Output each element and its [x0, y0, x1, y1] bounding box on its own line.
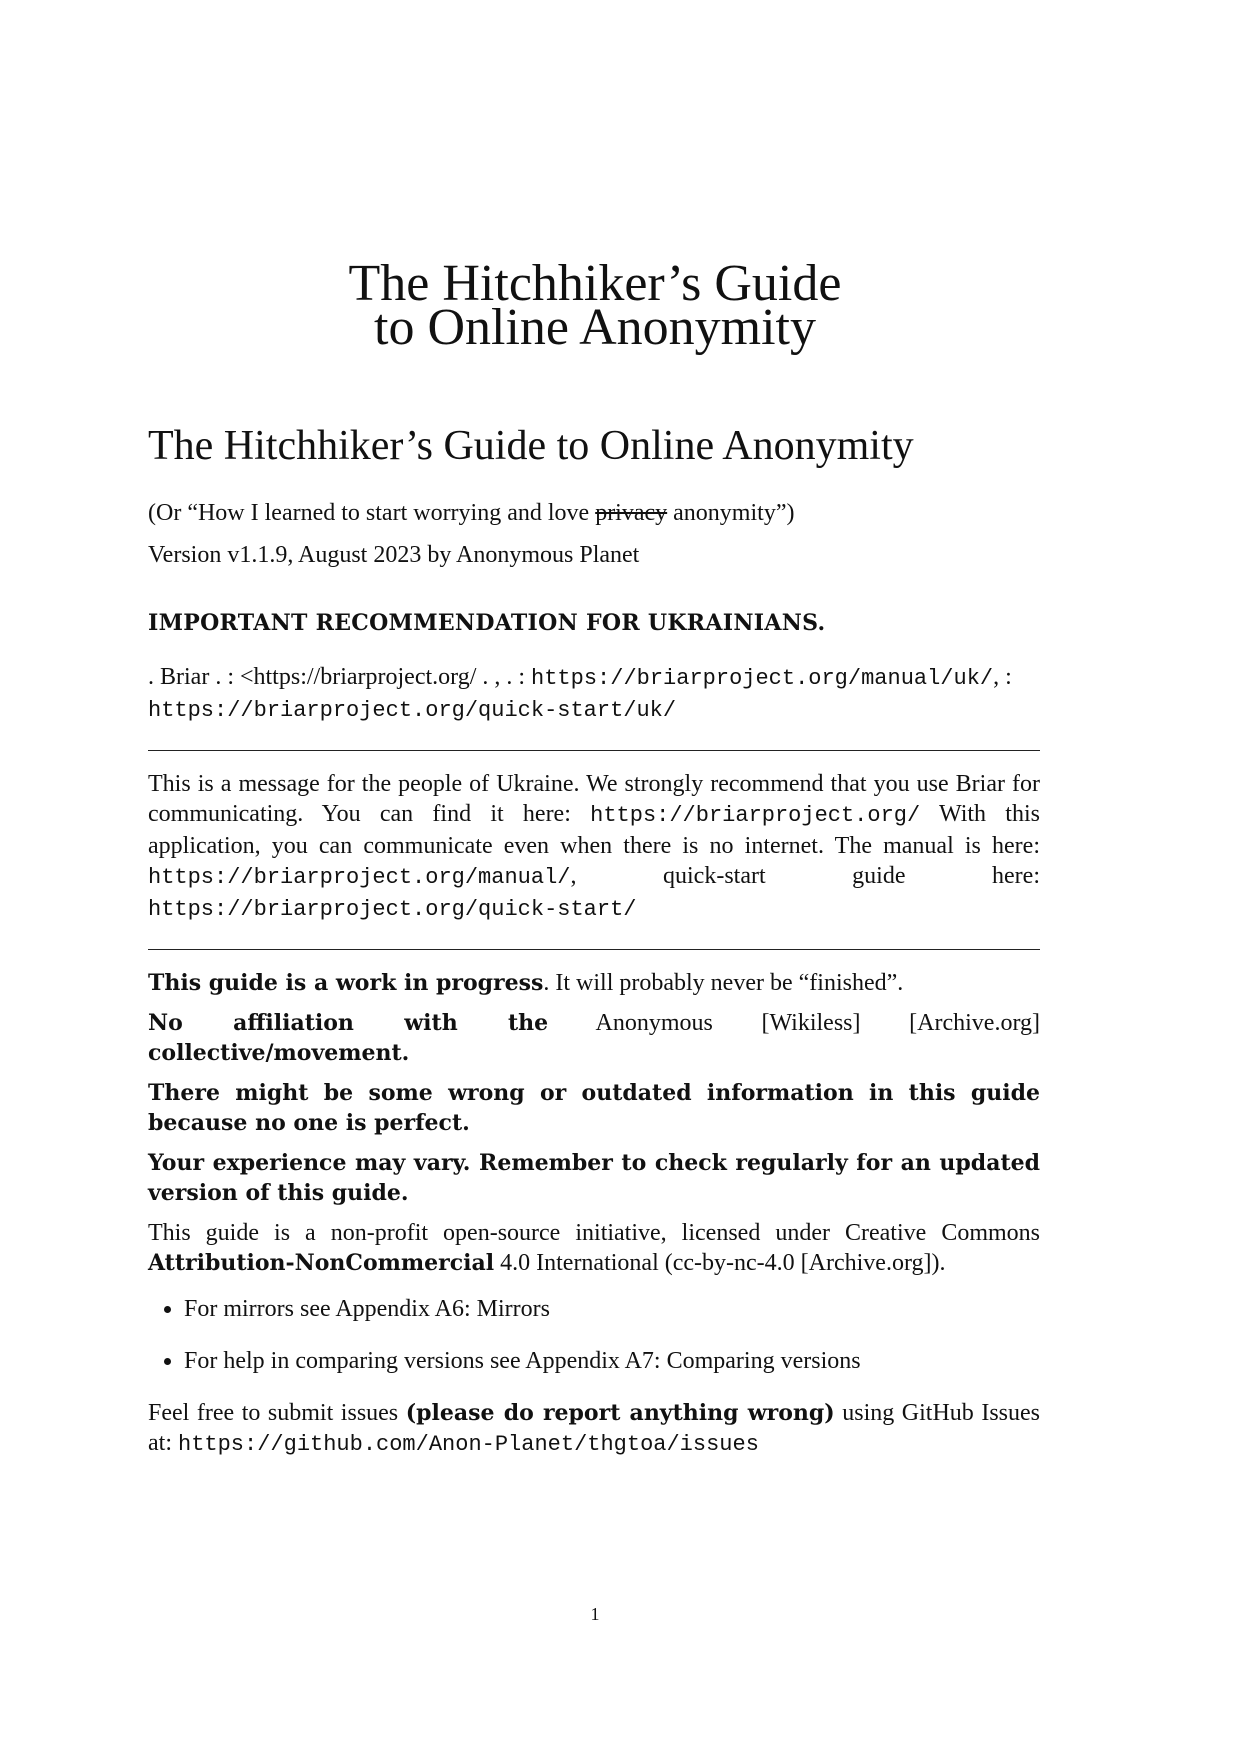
wip-rest: . It will probably never be “finished”.: [543, 970, 904, 996]
divider-1: [148, 750, 1040, 751]
en-msg-2: With this application, you can communicate even when there is no internet. The manual is here:: [148, 801, 1040, 859]
page-number: 1: [590, 1604, 600, 1624]
issues-pre: Feel free to submit issues: [148, 1400, 406, 1426]
en-msg-1: This is a message for the people of Ukraine. We strongly recommend that you use Briar for communicating. You can find it here:: [148, 771, 1040, 827]
wrong-info-note: There might be some wrong or outdated information in this guide because no one is perfect.: [148, 1080, 1040, 1136]
license-note: [148, 1218, 1040, 1278]
issues-note: [148, 1398, 1040, 1460]
title-line-1: The Hitchhiker’s Guide: [348, 255, 842, 312]
affil-mid: Anonymous [Wikiless] [Archive.org]: [548, 1010, 1040, 1036]
divider-2: [148, 949, 1040, 950]
quickstart-link[interactable]: https://briarproject.org/quick-start/: [148, 897, 637, 922]
subtitle: [148, 498, 1040, 528]
list-item: • For mirrors see Appendix A6: Mirrors: [184, 1294, 1040, 1324]
issues-mid: using GitHub Issues at:: [148, 1400, 1040, 1456]
list-item: • For help in comparing versions see Appendix A7: Comparing versions: [184, 1346, 1040, 1376]
appendix-list: [148, 1294, 1040, 1376]
subtitle-strike: privacy: [595, 500, 668, 526]
wip-bold: This guide is a work in progress: [148, 970, 544, 996]
issues-link[interactable]: https://github.com/Anon-Planet/thgtoa/issues: [178, 1432, 759, 1457]
work-in-progress: [148, 968, 1040, 998]
ua-text-1: . Briar . : <https://briarproject.org/ . , . :: [148, 664, 532, 690]
cc-pre: This guide is a non-profit open-source initiative, licensed under Creative Commons: [148, 1220, 1040, 1246]
ua-quickstart-link[interactable]: https://briarproject.org/quick-start/uk/: [148, 698, 677, 723]
experience-note: Your experience may vary. Remember to check regularly for an updated version of this guide.: [148, 1150, 1040, 1206]
section-title: The Hitchhiker’s Guide to Online Anonymity: [148, 423, 914, 469]
affiliation: [148, 1008, 1040, 1068]
version-line: Version v1.1.9, August 2023 by Anonymous Planet: [148, 542, 640, 568]
cc-post: 4.0 International (cc-by-nc-4.0 [Archive.org]).: [494, 1250, 946, 1276]
main-content: [148, 420, 1040, 1460]
issues-bold: (please do report anything wrong): [405, 1400, 835, 1426]
important-heading: IMPORTANT RECOMMENDATION FOR UKRAINIANS.: [148, 610, 826, 636]
ua-manual-link[interactable]: https://briarproject.org/manual/uk/: [531, 666, 994, 691]
briar-link[interactable]: https://briarproject.org/: [590, 803, 921, 828]
english-message: [148, 769, 1040, 925]
ukrainian-message: [148, 662, 1040, 726]
manual-link[interactable]: https://briarproject.org/manual/: [148, 865, 571, 890]
title-line-2: to Online Anonymity: [374, 299, 816, 356]
subtitle-pre: (Or “How I learned to start worrying and love: [148, 500, 596, 526]
affil-bold-1: No affiliation with the: [148, 1010, 549, 1036]
document-title: [0, 255, 1190, 356]
affil-bold-2: collective/movement.: [148, 1040, 410, 1066]
cc-bold: Attribution-NonCommercial: [148, 1250, 495, 1276]
subtitle-post: anonymity”): [667, 500, 795, 526]
en-msg-3: , quick-start guide here:: [570, 863, 1040, 889]
ua-text-2: , :: [993, 664, 1012, 690]
